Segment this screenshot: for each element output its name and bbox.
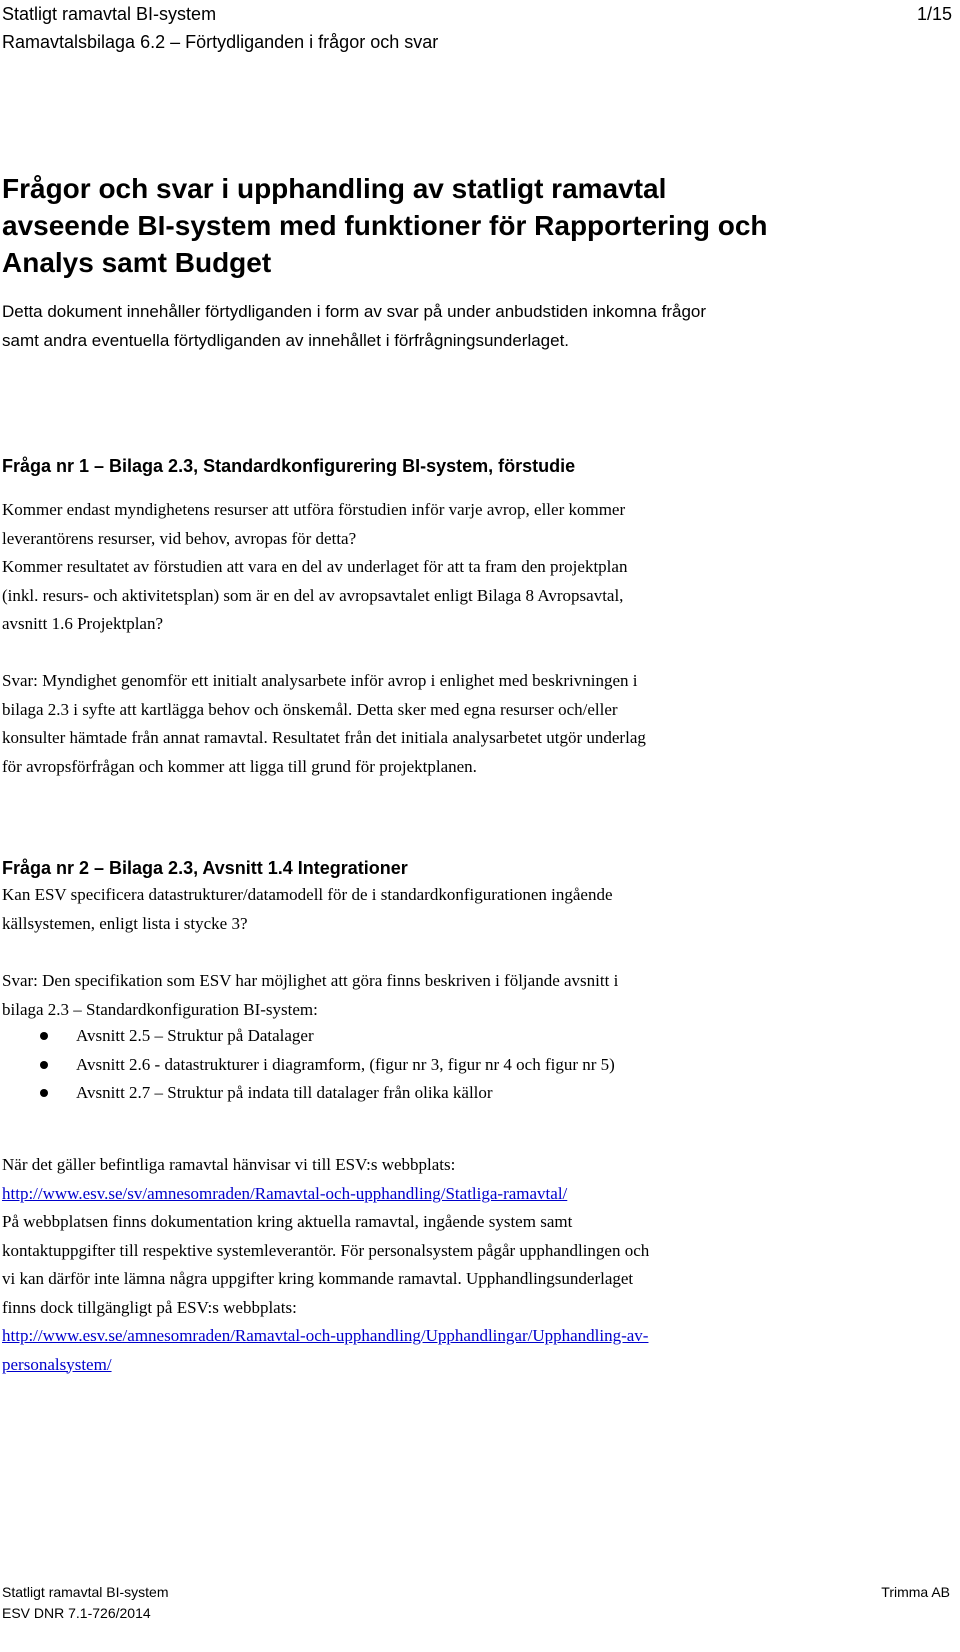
title-line-3: Analys samt Budget <box>2 247 272 278</box>
page-header <box>2 0 952 56</box>
question-2-heading: Fråga nr 2 – Bilaga 2.3, Avsnitt 1.4 Integrationer <box>2 858 408 878</box>
list-item <box>0 1022 615 1051</box>
intro-line-1: Detta dokument innehåller förtydliganden i form av svar på under anbudstiden inkomna frågor <box>2 302 707 321</box>
question-1-text-a <box>2 496 932 553</box>
framework-line-1: När det gäller befintliga ramavtal hänvisar vi till ESV:s webbplats: <box>2 1155 456 1174</box>
document-title <box>2 170 942 281</box>
framework-line-4: vi kan därför inte lämna några uppgifter kring kommande ramavtal. Upphandlingsunderlaget <box>2 1269 634 1288</box>
footer-doc-name: Statligt ramavtal BI-system <box>2 1584 169 1600</box>
footer-dnr: ESV DNR 7.1-726/2014 <box>2 1605 151 1621</box>
q2-answer-line-1: : Den specifikation som ESV har möjlighet att göra finns beskriven i följande avsnitt i <box>33 971 619 990</box>
bullet-text: Avsnitt 2.7 – Struktur på indata till datalager från olika källor <box>76 1083 493 1102</box>
q1-answer-line-3: konsulter hämtade från annat ramavtal. Resultatet från det initiala analysarbetet utgör underlag <box>2 728 646 747</box>
answer-label: Svar <box>2 671 34 690</box>
bullet-text: Avsnitt 2.6 - datastrukturer i diagramform, (figur nr 3, figur nr 4 och figur nr 5) <box>76 1054 615 1074</box>
statliga-ramavtal-link[interactable]: http://www.esv.se/sv/amnesomraden/Ramavtal-och-upphandling/Statliga-ramavtal/ <box>2 1183 568 1203</box>
footer-company: Trimma AB <box>881 1584 950 1600</box>
q2-answer-line-2: bilaga 2.3 – Standardkonfiguration BI-system: <box>2 999 318 1019</box>
bullet-icon <box>40 1061 48 1069</box>
link-line-2[interactable]: personalsystem/ <box>2 1354 112 1374</box>
list-item <box>0 1079 615 1108</box>
bullet-icon <box>40 1089 48 1097</box>
framework-line-2: På webbplatsen finns dokumentation kring aktuella ramavtal, ingående system samt <box>2 1212 573 1231</box>
framework-info-paragraph <box>2 1151 942 1379</box>
question-1-text-b <box>2 553 932 639</box>
question-1-answer <box>2 667 932 781</box>
q2-question-line-1: Kan ESV specificera datastrukturer/datamodell för de i standardkonfigurationen ingående <box>2 885 613 904</box>
q1-answer-line-2: bilaga 2.3 i syfte att kartlägga behov och önskemål. Detta sker med egna resurser och/eller <box>2 699 618 719</box>
link-line-1[interactable]: http://www.esv.se/amnesomraden/Ramavtal-och-upphandling/Upphandlingar/Upphandling-av- <box>2 1326 649 1345</box>
intro-paragraph <box>2 297 932 355</box>
q1-qa-line-2: leverantörens resurser, vid behov, avropas för detta? <box>2 528 357 548</box>
header-subtitle: Ramavtalsbilaga 6.2 – Förtydliganden i frågor och svar <box>2 32 439 52</box>
q2-question-line-2: källsystemen, enligt lista i stycke 3? <box>2 913 248 933</box>
title-line-2: avseende BI-system med funktioner för Rapportering och <box>2 210 768 241</box>
framework-line-3: kontaktuppgifter till respektive systemleverantör. För personalsystem pågår upphandlingen och <box>2 1240 650 1260</box>
q1-qb-line-3: avsnitt 1.6 Projektplan? <box>2 614 164 633</box>
q1-qb-line-1: Kommer resultatet av förstudien att vara en del av underlaget för att ta fram den projektplan <box>2 557 628 576</box>
intro-line-2: samt andra eventuella förtydliganden av innehållet i förfrågningsunderlaget. <box>2 331 570 350</box>
header-page-number: 1/15 <box>916 4 952 24</box>
q1-answer-line-4: för avropsförfrågan och kommer att ligga till grund för projektplanen. <box>2 756 477 776</box>
header-doc-name: Statligt ramavtal BI-system <box>2 4 217 24</box>
answer-label: Svar <box>2 971 34 990</box>
question-2-bullet-list <box>0 1022 615 1108</box>
bullet-icon <box>40 1032 48 1040</box>
question-2-text <box>2 881 932 938</box>
question-1-heading: Fråga nr 1 – Bilaga 2.3, Standardkonfigurering BI-system, förstudie <box>2 456 576 476</box>
q1-qb-line-2: (inkl. resurs- och aktivitetsplan) som är en del av avropsavtalet enligt Bilaga 8 Avropsavtal, <box>2 585 624 605</box>
framework-line-5: finns dock tillgängligt på ESV:s webbplats: <box>2 1297 297 1317</box>
q1-answer-line-1: : Myndighet genomför ett initialt analysarbete inför avrop i enlighet med beskrivningen i <box>33 671 638 690</box>
page-footer <box>2 1582 950 1624</box>
question-2-answer <box>2 967 932 1024</box>
title-line-1: Frågor och svar i upphandling av statligt ramavtal <box>2 173 667 204</box>
upphandling-personalsystem-link[interactable] <box>2 1326 648 1374</box>
bullet-text: Avsnitt 2.5 – Struktur på Datalager <box>76 1026 314 1045</box>
q1-qa-line-1: Kommer endast myndighetens resurser att utföra förstudien inför varje avrop, eller kommer <box>2 500 626 519</box>
list-item <box>0 1051 615 1080</box>
